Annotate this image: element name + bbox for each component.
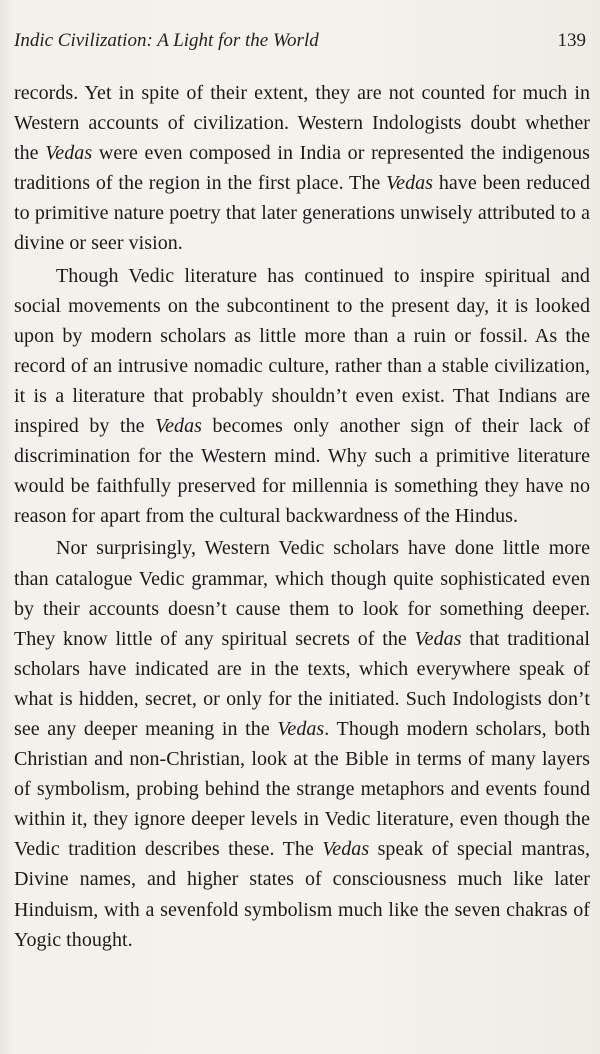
text-run: have been reduced to primitive nature poetry that later generations unwisely attributed to a divine or seer vision. bbox=[14, 172, 590, 255]
paragraph bbox=[14, 261, 590, 532]
italic-term: Vedas bbox=[277, 717, 325, 740]
paragraph bbox=[14, 78, 590, 259]
text-run: . Though modern scholars, both Christian and non-Christian, look at the Bible in terms of many layers of symbolism, probing behind the strange metaphors and events found within it, they ignore deeper levels in Vedic literature, even though the Vedic tradition describes these. The bbox=[14, 717, 590, 861]
text-run: records. Yet in spite of their extent, they are not counted for much in Western accounts of civilization. Western Indologists doubt whether the bbox=[14, 82, 590, 165]
italic-term: Vedas bbox=[45, 142, 93, 165]
text-run: Though Vedic literature has continued to inspire spiritual and social movements on the subcontinent to the present day, it is looked upon by modern scholars as little more than a ruin or fossil. As the record of an intrusive nomadic culture, rather than a stable civilization, it is a literature that probably shouldn’t even exist. That Indians are inspired by the bbox=[14, 264, 590, 438]
running-title: Indic Civilization: A Light for the World bbox=[14, 30, 319, 51]
body-text bbox=[14, 78, 590, 955]
text-run: that traditional scholars have indicated are in the texts, which everywhere speak of what is hidden, secret, or only for the initiated. Such Indologists don’t see any deeper meaning in the bbox=[14, 627, 590, 740]
text-run: speak of special mantras, Divine names, and higher states of consciousness much like later Hinduism, with a sevenfold symbolism much like the seven chakras of Yogic thought. bbox=[14, 838, 590, 951]
italic-term: Vedas bbox=[386, 172, 434, 195]
text-run: were even composed in India or represented the indigenous traditions of the region in the first place. The bbox=[14, 142, 590, 195]
text-run: becomes only another sign of their lack of discrimination for the Western mind. Why such a primitive literature would be faithfully preserved for millennia is something they have no reason for apart from the cultural backwardness of the Hindus. bbox=[14, 415, 590, 528]
page-header bbox=[14, 30, 590, 54]
italic-term: Vedas bbox=[322, 838, 370, 861]
italic-term: Vedas bbox=[414, 627, 462, 650]
text-run: Nor surprisingly, Western Vedic scholars have done little more than catalogue Vedic grammar, which though quite sophisticated even by their accounts doesn’t cause them to look for something deeper. They know little of any spiritual secrets of the bbox=[14, 537, 590, 650]
italic-term: Vedas bbox=[155, 415, 202, 438]
paragraph bbox=[14, 533, 590, 954]
page-number: 139 bbox=[557, 30, 586, 51]
